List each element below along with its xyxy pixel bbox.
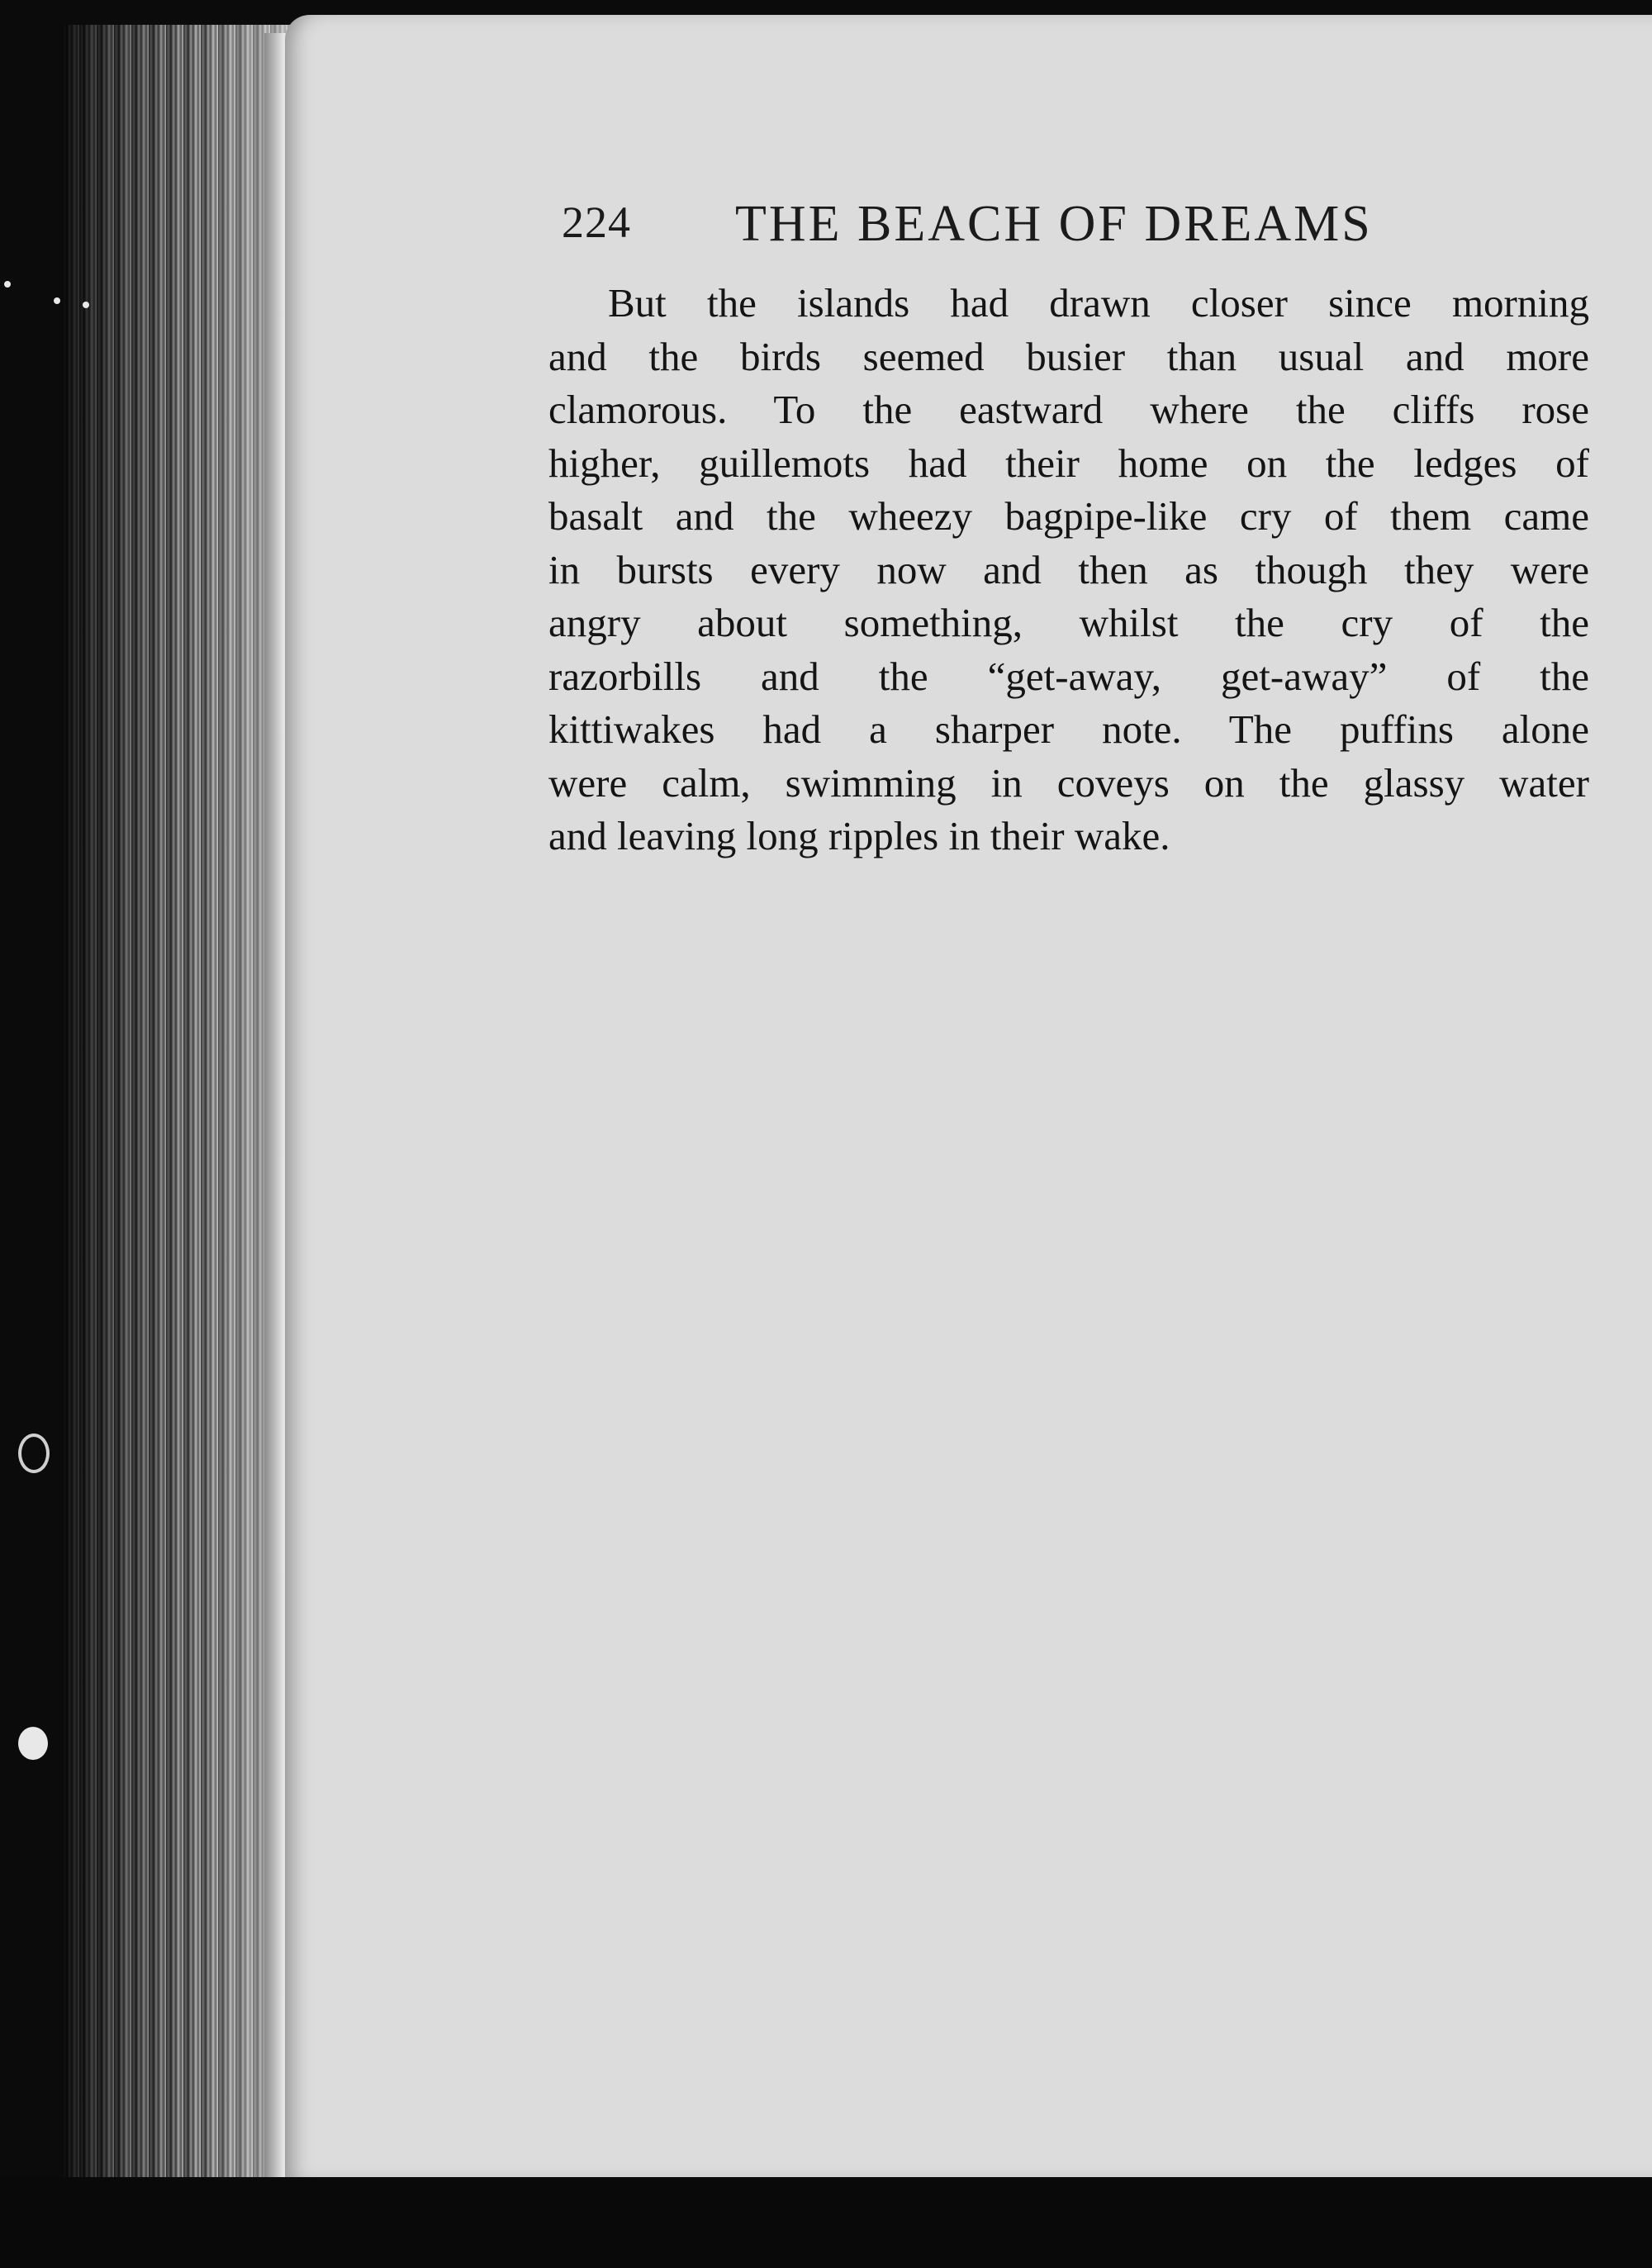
- running-head: [562, 188, 1437, 263]
- text-line: But the islands had drawn closer since morning: [608, 280, 1589, 326]
- scan-speck: [18, 1434, 50, 1473]
- text-line: in bursts every now and then as though they were: [548, 546, 1589, 592]
- text-line: were calm, swimming in coveys on the glassy water: [548, 759, 1589, 806]
- page-number: 224: [562, 197, 631, 247]
- body-paragraph: [548, 277, 1589, 863]
- text-line: razorbills and the “get-away, get-away” of the: [548, 653, 1589, 699]
- text-line: clamorous. To the eastward where the cliffs rose: [548, 387, 1589, 432]
- text-line: and leaving long ripples in their wake.: [548, 813, 1170, 858]
- text-line: and the birds seemed busier than usual and more: [548, 333, 1589, 379]
- scan-speck: [4, 281, 11, 288]
- text-line: angry about something, whilst the cry of the: [548, 600, 1589, 645]
- scan-speck: [83, 302, 89, 308]
- text-line: kittiwakes had a sharper note. The puffins alone: [548, 706, 1589, 752]
- text-line: higher, guillemots had their home on the ledges of: [548, 440, 1589, 486]
- text-line: basalt and the wheezy bagpipe-like cry of them came: [548, 493, 1589, 539]
- scan-bottom-border: [0, 2177, 1652, 2268]
- book-title: THE BEACH OF DREAMS: [735, 196, 1373, 252]
- scan-speck: [54, 297, 60, 304]
- scan-speck: [18, 1727, 48, 1760]
